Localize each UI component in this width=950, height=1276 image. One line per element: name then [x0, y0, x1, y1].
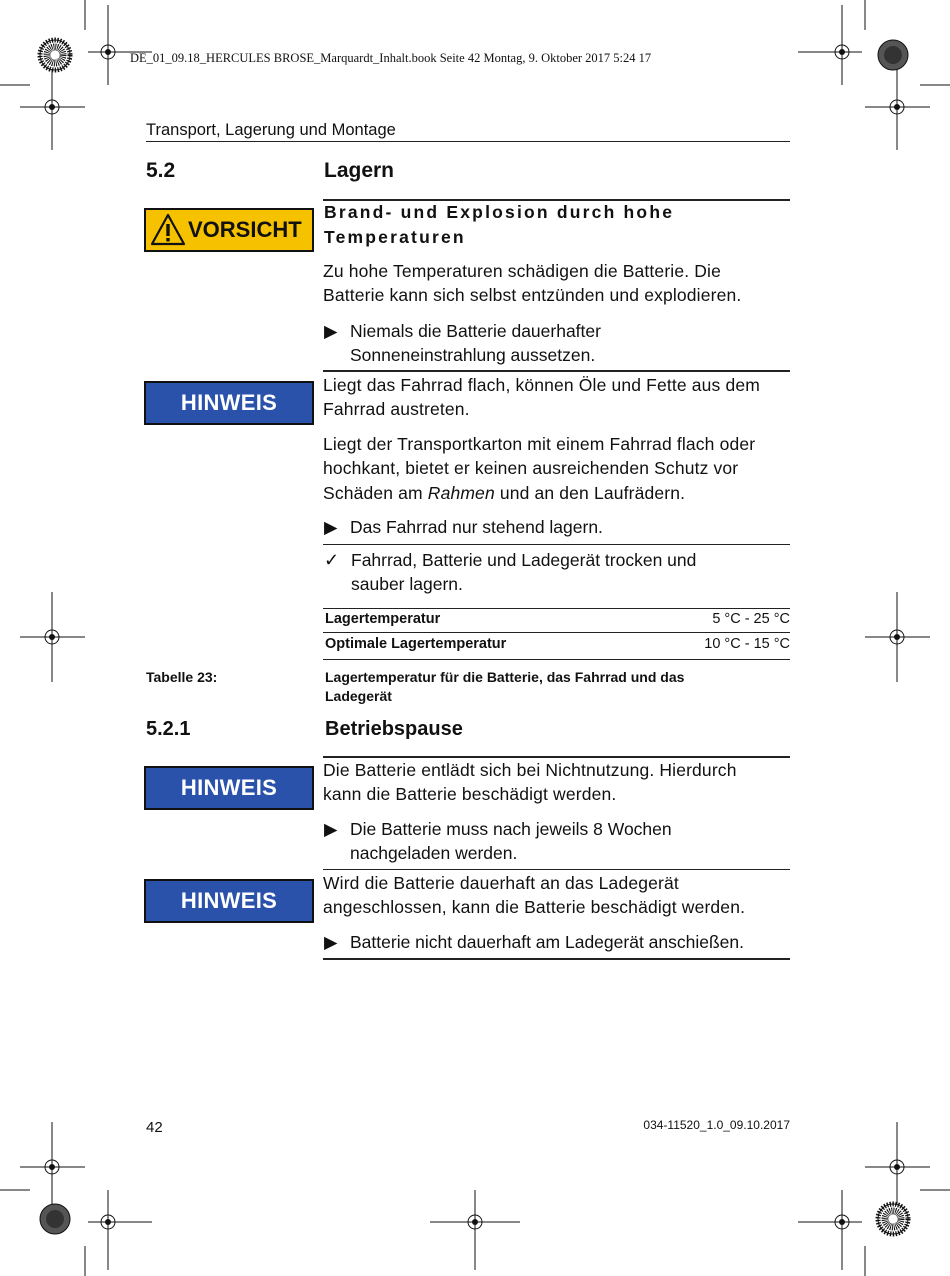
notice-p2-line3: Schäden am Rahmen und an den Laufrädern. — [323, 483, 686, 503]
table-caption-label: Tabelle 23: — [146, 669, 218, 685]
warning-triangle-icon — [150, 213, 186, 247]
hinweis-badge: HINWEIS — [144, 381, 314, 425]
page-number: 42 — [146, 1119, 163, 1136]
notice-p2-line2: hochkant, bietet er keinen ausreichenden Schutz vor — [323, 458, 739, 478]
notice-p1-line2: Fahrrad austreten. — [323, 399, 470, 419]
table-caption-line1: Lagertemperatur für die Batterie, das Fahrrad und das — [325, 669, 685, 685]
triangle-bullet-icon: ▶ — [324, 321, 338, 341]
notice2-bottom-rule — [323, 958, 790, 960]
notice-bottom-rule — [323, 544, 790, 545]
running-head-rule — [146, 141, 790, 142]
triangle-bullet-icon: ▶ — [324, 517, 338, 537]
vorsicht-badge — [144, 208, 314, 252]
notice2-line2: angeschlossen, kann die Batterie beschädigt werden. — [323, 897, 746, 917]
notice1-line2: kann die Batterie beschädigt werden. — [323, 784, 617, 804]
caution-text-line1: Zu hohe Temperaturen schädigen die Batterie. Die — [323, 261, 721, 281]
notice-p1-line1: Liegt das Fahrrad flach, können Öle und Fette aus dem — [323, 375, 760, 395]
caution-text-line2: Batterie kann sich selbst entzünden und explodieren. — [323, 285, 742, 305]
checkmark-icon: ✓ — [324, 550, 340, 570]
notice1-bottom-rule — [323, 869, 790, 870]
section-title: Lagern — [324, 159, 395, 182]
hinweis-badge: HINWEIS — [144, 766, 314, 810]
subsection-title: Betriebspause — [325, 718, 463, 740]
section-number: 5.2 — [146, 159, 176, 182]
caution-title-line1: Brand- und Explosion durch hohe — [324, 202, 675, 222]
table-top-rule — [323, 608, 790, 609]
caution-title-line2: Temperaturen — [324, 227, 466, 247]
caution-bottom-rule — [323, 370, 790, 372]
running-head: Transport, Lagerung und Montage — [146, 121, 396, 139]
table-row-rule — [323, 632, 790, 633]
print-info-line: DE_01_09.18_HERCULES BROSE_Marquardt_Inhalt.book Seite 42 Montag, 9. Oktober 2017 5:24 17 — [130, 51, 652, 65]
hinweis-badge: HINWEIS — [144, 879, 314, 923]
rahmen-emphasis: Rahmen — [427, 483, 495, 503]
notice-p2-line1: Liegt der Transportkarton mit einem Fahrrad flach oder — [323, 434, 756, 454]
subsection-number: 5.2.1 — [146, 718, 191, 740]
notice2-line1: Wird die Batterie dauerhaft an das Ladegerät — [323, 873, 679, 893]
vorsicht-label: VORSICHT — [188, 217, 302, 242]
table-caption-line2: Ladegerät — [325, 688, 392, 704]
triangle-bullet-icon: ▶ — [324, 932, 338, 952]
table-bottom-rule — [323, 659, 790, 660]
triangle-bullet-icon: ▶ — [324, 819, 338, 839]
document-code: 034-11520_1.0_09.10.2017 — [643, 1118, 790, 1132]
notice1-line1: Die Batterie entlädt sich bei Nichtnutzung. Hierdurch — [323, 760, 737, 780]
